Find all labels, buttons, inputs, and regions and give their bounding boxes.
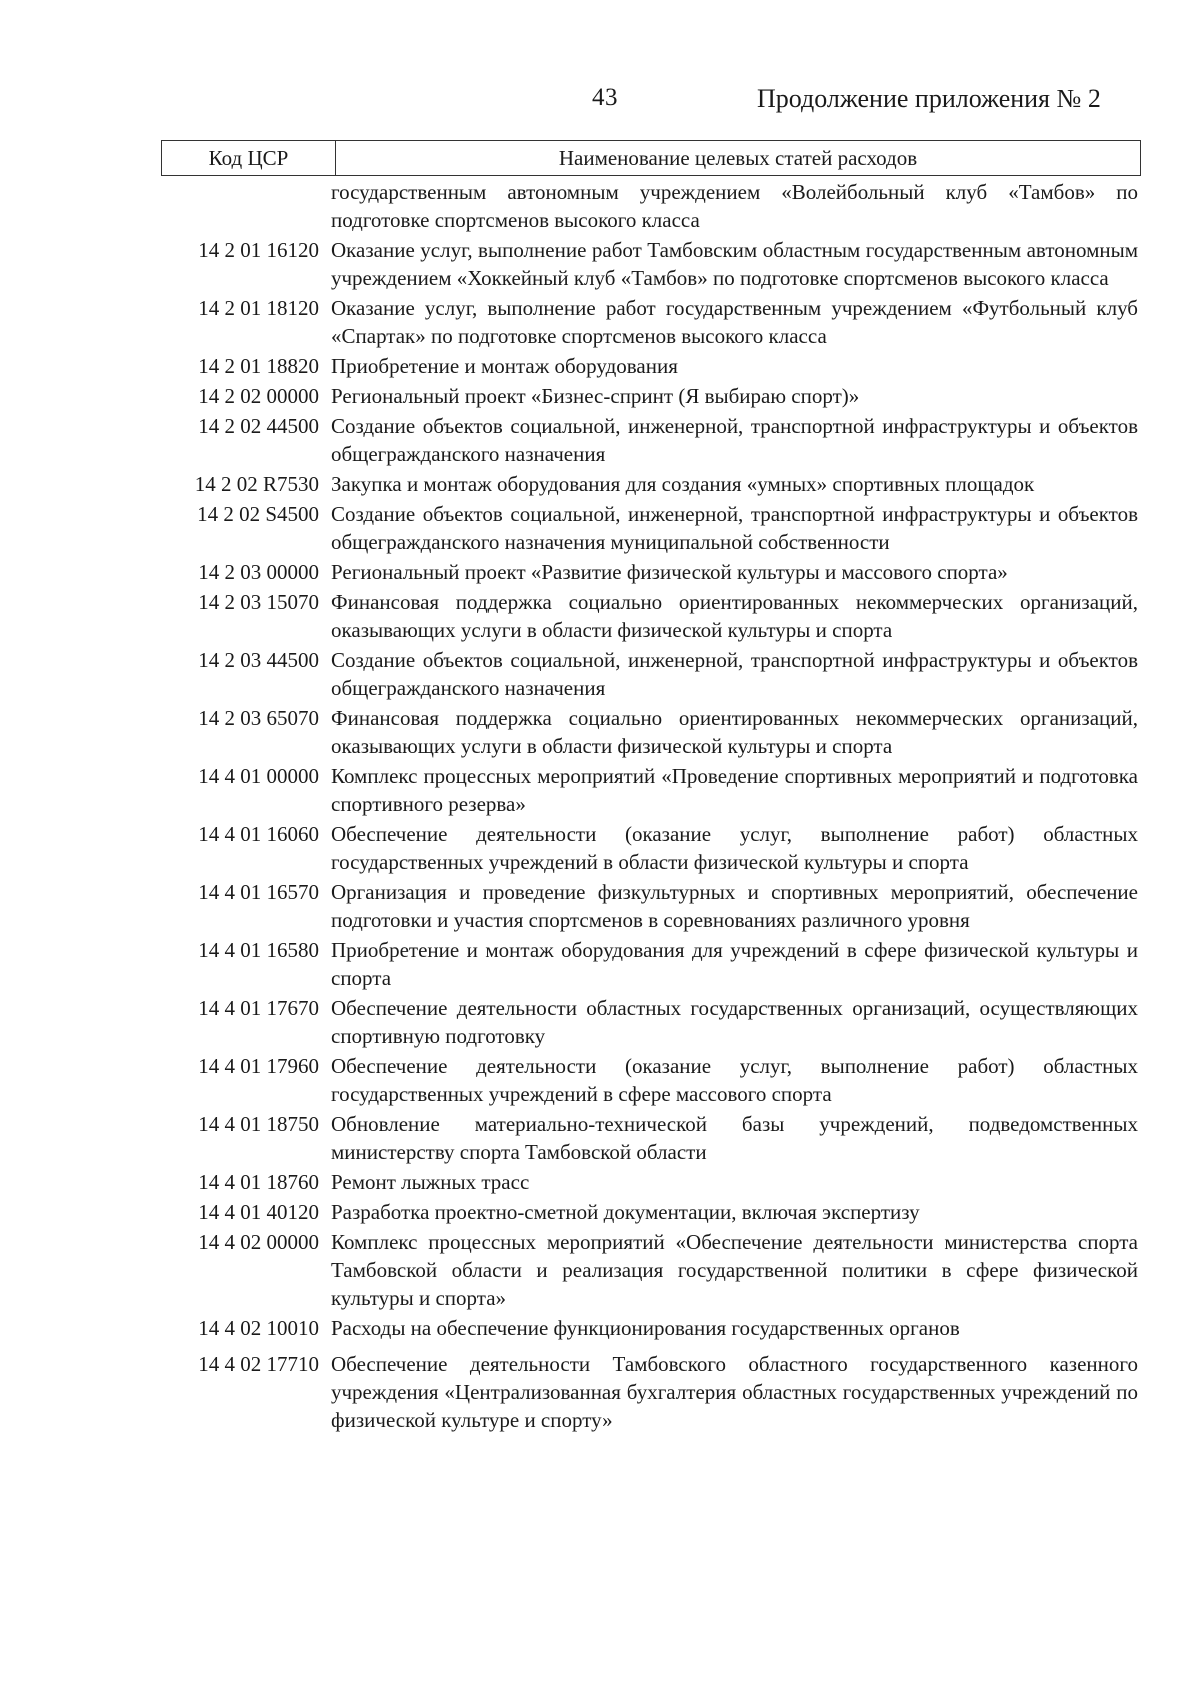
table-row	[161, 500, 1141, 556]
table-row	[161, 588, 1141, 644]
table-row	[161, 1198, 1141, 1226]
table-row	[161, 646, 1141, 702]
row-code: 14 2 01 18120	[198, 296, 319, 320]
table-row	[161, 878, 1141, 934]
table-row	[161, 1350, 1141, 1434]
row-text: Комплекс процессных мероприятий «Обеспечение деятельности министерства спорта Тамбовской области и реализация государственной политики в сфере физической культуры и спорта»	[331, 1230, 1138, 1310]
row-text: Обновление материально-технической базы учреждений, подведомственных министерству спорта Тамбовской области	[331, 1112, 1138, 1164]
table-row	[161, 762, 1141, 818]
row-text: Создание объектов социальной, инженерной, транспортной инфраструктуры и объектов общегражданского назначения	[331, 648, 1138, 700]
row-code: 14 2 03 44500	[198, 648, 319, 672]
column-header-name: Наименование целевых статей расходов	[558, 145, 918, 170]
table-row	[161, 704, 1141, 760]
row-code: 14 2 02 R7530	[194, 472, 319, 496]
table-row	[161, 382, 1141, 410]
table-row	[161, 294, 1141, 350]
table-row	[161, 1110, 1141, 1166]
row-code: 14 2 03 15070	[198, 590, 319, 614]
row-text: государственным автономным учреждением «Волейбольный клуб «Тамбов» по подготовке спортсменов высокого класса	[331, 180, 1138, 232]
table-row	[161, 820, 1141, 876]
row-text: Разработка проектно-сметной документации, включая экспертизу	[331, 1200, 920, 1224]
row-text: Оказание услуг, выполнение работ Тамбовским областным государственным автономным учреждением «Хоккейный клуб «Тамбов» по подготовке спортсменов высокого класса	[331, 238, 1138, 290]
row-text: Региональный проект «Развитие физической культуры и массового спорта»	[331, 560, 1008, 584]
row-code: 14 2 03 00000	[198, 560, 319, 584]
row-code: 14 4 01 40120	[198, 1200, 319, 1224]
row-text: Расходы на обеспечение функционирования государственных органов	[331, 1316, 960, 1340]
row-text: Оказание услуг, выполнение работ государственным учреждением «Футбольный клуб «Спартак» по подготовке спортсменов высокого класса	[331, 296, 1138, 348]
table-row	[161, 1168, 1141, 1196]
table-row	[161, 178, 1141, 234]
row-code: 14 2 02 44500	[198, 414, 319, 438]
row-text: Приобретение и монтаж оборудования	[331, 354, 678, 378]
table-row	[161, 1228, 1141, 1312]
page-number: 43	[592, 84, 618, 111]
row-text: Создание объектов социальной, инженерной, транспортной инфраструктуры и объектов общегражданского назначения	[331, 414, 1138, 466]
row-code: 14 4 01 16060	[198, 822, 319, 846]
row-code: 14 2 01 18820	[198, 354, 319, 378]
row-text: Обеспечение деятельности (оказание услуг, выполнение работ) областных государственных учреждений в области физической культуры и спорта	[331, 822, 1138, 874]
row-code: 14 4 01 18750	[198, 1112, 319, 1136]
appendix-label: Продолжение приложения № 2	[757, 84, 1101, 113]
row-code: 14 2 03 65070	[198, 706, 319, 730]
table-row	[161, 994, 1141, 1050]
row-code: 14 2 02 S4500	[197, 502, 319, 526]
row-text: Обеспечение деятельности Тамбовского областного государственного казенного учреждения «Централизованная бухгалтерия областных государственных учреждений по физической культуре и спорту»	[331, 1352, 1138, 1432]
table-row	[161, 1052, 1141, 1108]
table-row	[161, 352, 1141, 380]
row-text: Обеспечение деятельности (оказание услуг, выполнение работ) областных государственных учреждений в сфере массового спорта	[331, 1054, 1138, 1106]
row-text: Закупка и монтаж оборудования для создания «умных» спортивных площадок	[331, 472, 1035, 496]
table-body	[161, 178, 1141, 1436]
row-code: 14 4 01 17670	[198, 996, 319, 1020]
table-row	[161, 558, 1141, 586]
row-code: 14 4 02 17710	[198, 1352, 319, 1376]
row-code: 14 4 01 00000	[198, 764, 319, 788]
table-row	[161, 412, 1141, 468]
table-row	[161, 1314, 1141, 1342]
row-text: Ремонт лыжных трасс	[331, 1170, 530, 1194]
row-code: 14 4 02 10010	[198, 1316, 319, 1340]
row-code: 14 2 01 16120	[198, 238, 319, 262]
row-code: 14 4 01 16580	[198, 938, 319, 962]
table-row	[161, 470, 1141, 498]
row-code: 14 4 01 17960	[198, 1054, 319, 1078]
row-code	[161, 178, 331, 234]
row-code: 14 4 01 18760	[198, 1170, 319, 1194]
row-code: 14 4 02 00000	[198, 1230, 319, 1254]
row-text: Обеспечение деятельности областных государственных организаций, осуществляющих спортивную подготовку	[331, 996, 1138, 1048]
row-text: Региональный проект «Бизнес-спринт (Я выбираю спорт)»	[331, 384, 860, 408]
row-text: Организация и проведение физкультурных и спортивных мероприятий, обеспечение подготовки и участия спортсменов в соревнованиях различного уровня	[331, 880, 1138, 932]
table-header	[161, 140, 1141, 176]
table-row	[161, 236, 1141, 292]
row-code: 14 4 01 16570	[198, 880, 319, 904]
table-row	[161, 936, 1141, 992]
column-header-code: Код ЦСР	[162, 141, 336, 175]
row-text: Создание объектов социальной, инженерной, транспортной инфраструктуры и объектов общегражданского назначения муниципальной собственности	[331, 502, 1138, 554]
row-code: 14 2 02 00000	[198, 384, 319, 408]
row-text: Приобретение и монтаж оборудования для учреждений в сфере физической культуры и спорта	[331, 938, 1138, 990]
row-text: Финансовая поддержка социально ориентированных некоммерческих организаций, оказывающих услуги в области физической культуры и спорта	[331, 590, 1138, 642]
row-text: Финансовая поддержка социально ориентированных некоммерческих организаций, оказывающих услуги в области физической культуры и спорта	[331, 706, 1138, 758]
row-text: Комплекс процессных мероприятий «Проведение спортивных мероприятий и подготовка спортивного резерва»	[331, 764, 1138, 816]
